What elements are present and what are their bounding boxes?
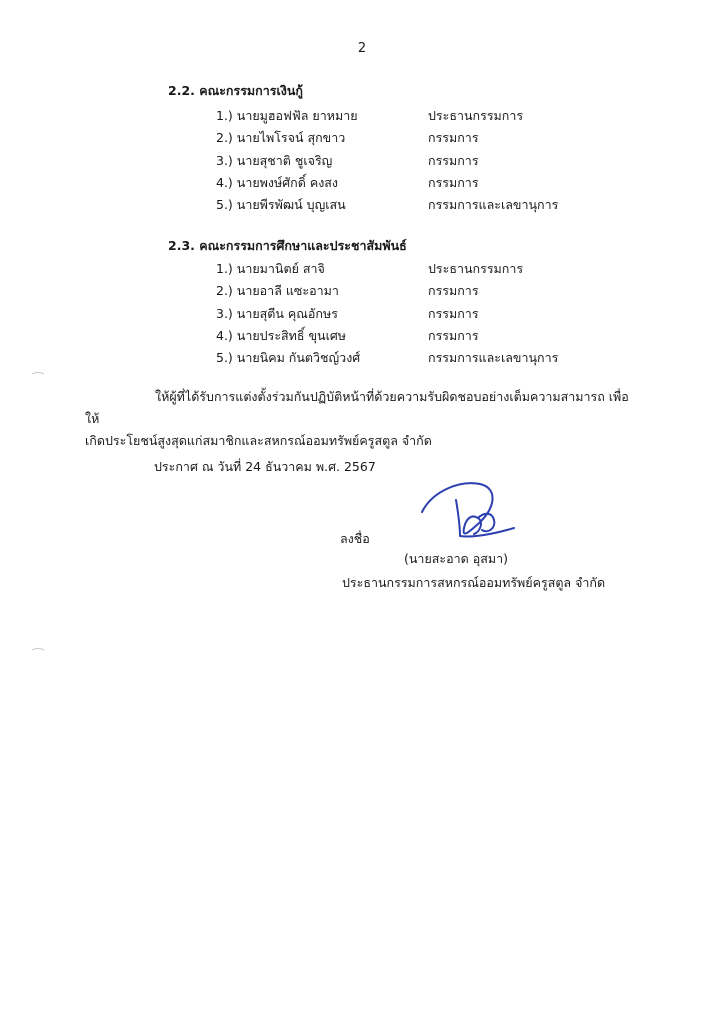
member-name: 3.) นายสุตีน คุณอักษร (216, 305, 338, 321)
member-name: 4.) นายประสิทธิ์ ขุนเศษ (216, 327, 347, 343)
member-row (168, 258, 668, 280)
committee-section-education-pr (168, 235, 668, 369)
member-role: กรรมการ (428, 327, 479, 343)
member-name: 1.) นายมูฮอฟฟัล ยาหมาย (216, 108, 358, 123)
signatory-name: (นายสะอาด อุสมา) (404, 551, 508, 566)
member-role: กรรมการและเลขานุการ (428, 197, 559, 213)
section-heading: 2.2. คณะกรรมการเงินกู้ (168, 83, 303, 98)
member-name: 2.) นายอาลี แซะอามา (216, 283, 339, 299)
member-role: ประธานกรรมการ (428, 108, 524, 123)
member-name: 5.) นายพีรพัฒน์ บุญเสน (216, 197, 346, 213)
member-role: กรรมการ (428, 283, 479, 299)
member-row (168, 150, 668, 172)
member-name: 5.) นายนิคม กันตวิชญ์วงศ์ (216, 350, 361, 366)
member-row (168, 127, 668, 149)
member-row (168, 280, 668, 302)
member-row (168, 303, 668, 325)
member-row (168, 194, 668, 216)
member-role: ประธานกรรมการ (428, 261, 524, 276)
signatory-title: ประธานกรรมการสหกรณ์ออมทรัพย์ครูสตูล จำกัด (342, 575, 606, 590)
body-text: ให้ผู้ที่ได้รับการแต่งตั้งร่วมกันปฏิบัติหน้าที่ด้วยความรับผิดชอบอย่างเต็มความสามารถ เพื่อให้ (85, 389, 629, 426)
announcement-date: ประกาศ ณ วันที่ 24 ธันวาคม พ.ศ. 2567 (154, 459, 376, 474)
member-row (168, 105, 668, 127)
member-role: กรรมการและเลขานุการ (428, 350, 559, 366)
member-role: กรรมการ (428, 174, 479, 190)
committee-section-loans (168, 80, 668, 216)
member-row (168, 325, 668, 347)
scan-mark (32, 648, 44, 651)
member-row (168, 347, 668, 369)
member-role: กรรมการ (428, 130, 479, 146)
body-paragraph (85, 386, 641, 452)
member-name: 4.) นายพงษ์ศักดิ์ คงสง (216, 174, 339, 190)
scan-mark (32, 372, 44, 375)
member-role: กรรมการ (428, 152, 479, 168)
member-row (168, 172, 668, 194)
section-heading: 2.3. คณะกรรมการศึกษาและประชาสัมพันธ์ (168, 238, 407, 253)
body-line-1 (85, 386, 641, 430)
signature-label: ลงชื่อ (340, 531, 370, 546)
body-line-2: เกิดประโยชน์สูงสุดแก่สมาชิกและสหกรณ์ออมทรัพย์ครูสตูล จำกัด (85, 433, 432, 448)
member-name: 2.) นายไพโรจน์ สุกขาว (216, 130, 346, 146)
member-name: 1.) นายมานิตย์ สาจิ (216, 261, 325, 276)
page-number: 2 (357, 41, 367, 56)
member-role: กรรมการ (428, 305, 479, 321)
signature-image (414, 478, 520, 548)
member-name: 3.) นายสุชาติ ชูเจริญ (216, 152, 333, 168)
